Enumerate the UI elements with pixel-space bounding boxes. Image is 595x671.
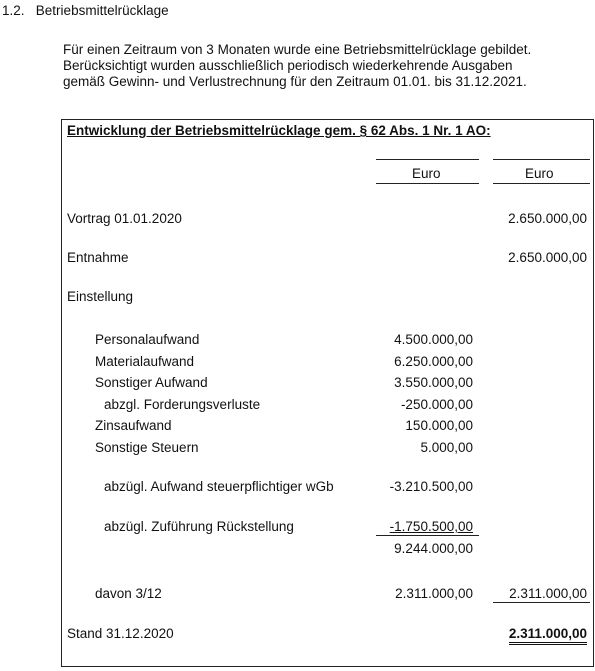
row-value: 4.500.000,00 [394, 332, 473, 347]
column-header-euro: Euro [412, 166, 441, 181]
row-label: Sonstiger Aufwand [95, 375, 208, 390]
row-value: 3.550.000,00 [394, 375, 473, 390]
intro-line: gemäß Gewinn- und Verlustrechnung für den Zeitraum 01.01. bis 31.12.2021. [63, 74, 527, 89]
reserve-table-box [61, 119, 594, 667]
column-header-euro: Euro [525, 166, 554, 181]
sum-line [493, 602, 590, 603]
column-divider-line [493, 183, 590, 184]
row-value: -250.000,00 [400, 397, 473, 412]
row-value: 2.311.000,00 [509, 586, 587, 601]
subtotal-value: 9.244.000,00 [394, 541, 473, 556]
section-number: 1.2. [2, 3, 25, 18]
row-label: Entnahme [67, 250, 129, 265]
intro-line: Für einen Zeitraum von 3 Monaten wurde eine Betriebsmittelrücklage gebildet. [63, 42, 532, 57]
table-title: Entwicklung der Betriebsmittelrücklage gem. § 62 Abs. 1 Nr. 1 AO: [67, 123, 491, 138]
row-label: abzügl. Zuführung Rückstellung [104, 519, 294, 534]
intro-paragraph [63, 42, 531, 90]
intro-line: Berücksichtigt wurden ausschließlich periodisch wiederkehrende Ausgaben [63, 58, 513, 73]
row-value: 2.650.000,00 [508, 250, 587, 265]
column-divider-line [376, 183, 479, 184]
row-value: -3.210.500,00 [389, 479, 473, 494]
row-label: davon 3/12 [95, 586, 162, 601]
row-label: Einstellung [67, 289, 134, 304]
row-value: 5.000,00 [420, 440, 473, 455]
row-value: 6.250.000,00 [394, 354, 473, 369]
total-value: 2.311.000,00 [509, 626, 587, 645]
row-value: -1.750.500,00 [389, 519, 473, 534]
row-value: 2.311.000,00 [395, 586, 473, 601]
row-label: Zinsaufwand [95, 418, 172, 433]
row-label: Materialaufwand [95, 354, 195, 369]
subtotal-line [376, 535, 479, 536]
row-value: 150.000,00 [405, 418, 473, 433]
column-divider-line [493, 159, 590, 160]
row-label: Stand 31.12.2020 [67, 626, 174, 641]
row-value: 2.650.000,00 [508, 211, 587, 226]
row-label: abzgl. Forderungsverluste [104, 397, 261, 412]
section-heading [2, 3, 169, 18]
row-label: Vortrag 01.01.2020 [67, 211, 182, 226]
row-label: abzügl. Aufwand steuerpflichtiger wGb [104, 479, 334, 494]
row-label: Personalaufwand [95, 332, 200, 347]
row-label: Sonstige Steuern [95, 440, 199, 455]
column-divider-line [376, 159, 479, 160]
section-title: Betriebsmittelrücklage [35, 3, 169, 18]
